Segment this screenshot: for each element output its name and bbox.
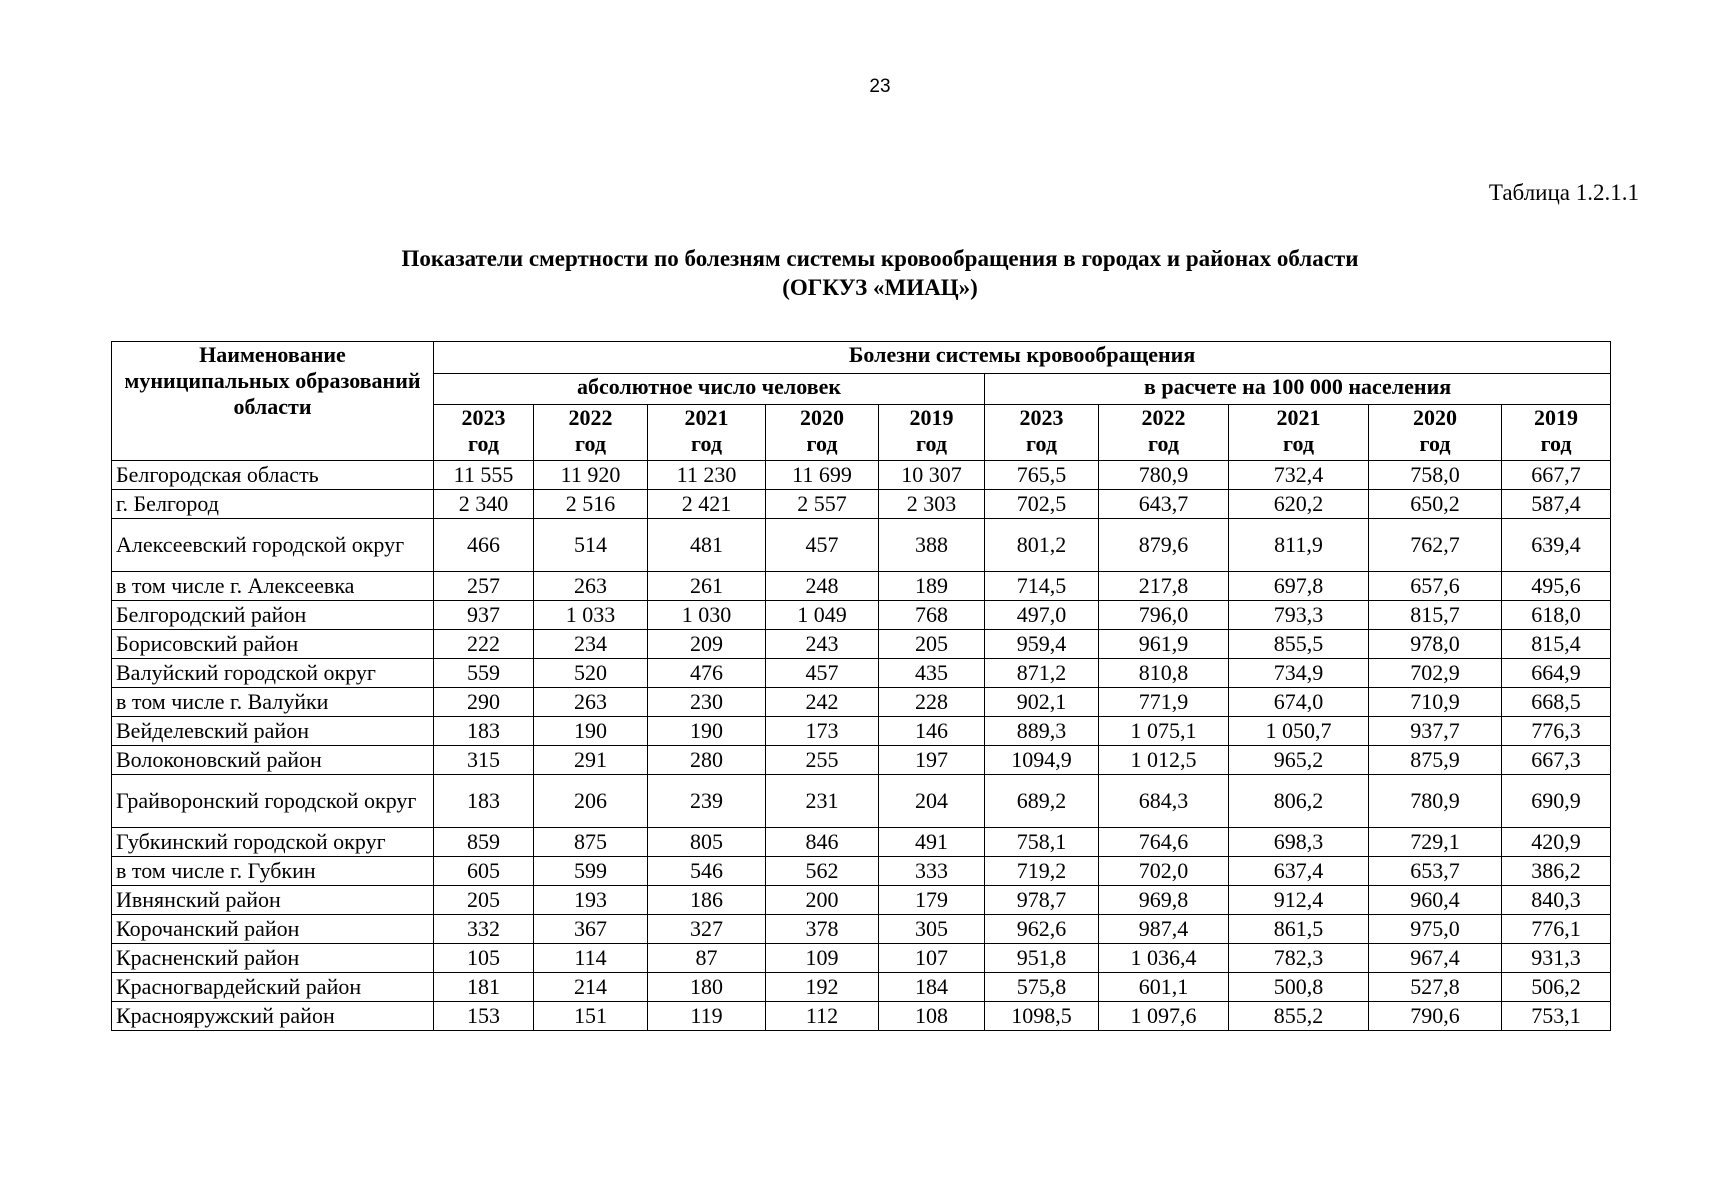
cell-abs-2021: 327 <box>648 915 766 944</box>
table-row <box>112 886 1611 915</box>
cell-abs-2021: 239 <box>648 775 766 828</box>
cell-rate-2021: 1 050,7 <box>1229 717 1369 746</box>
cell-abs-2019: 179 <box>879 886 985 915</box>
cell-abs-2021: 11 230 <box>648 461 766 490</box>
cell-abs-2020: 2 557 <box>766 490 879 519</box>
cell-rate-2019: 815,4 <box>1502 630 1611 659</box>
cell-abs-2023: 11 555 <box>434 461 534 490</box>
cell-rate-2023: 902,1 <box>985 688 1099 717</box>
municipality-name: Волоконовский район <box>112 746 434 775</box>
cell-abs-2019: 388 <box>879 519 985 572</box>
cell-rate-2020: 960,4 <box>1369 886 1502 915</box>
year-value: 2020 <box>1413 405 1457 430</box>
cell-rate-2019: 668,5 <box>1502 688 1611 717</box>
cell-abs-2022: 263 <box>534 572 648 601</box>
cell-abs-2020: 11 699 <box>766 461 879 490</box>
cell-rate-2021: 782,3 <box>1229 944 1369 973</box>
year-header-rate-2019 <box>1502 405 1611 461</box>
cell-rate-2020: 937,7 <box>1369 717 1502 746</box>
cell-rate-2021: 806,2 <box>1229 775 1369 828</box>
cell-rate-2021: 811,9 <box>1229 519 1369 572</box>
year-suffix: год <box>575 431 606 456</box>
year-value: 2019 <box>909 405 954 430</box>
year-suffix: год <box>916 431 947 456</box>
cell-abs-2021: 546 <box>648 857 766 886</box>
year-value: 2023 <box>1019 405 1064 430</box>
cell-rate-2023: 962,6 <box>985 915 1099 944</box>
cell-abs-2020: 192 <box>766 973 879 1002</box>
table-row <box>112 775 1611 828</box>
municipality-name: Белгородская область <box>112 461 434 490</box>
table-row <box>112 630 1611 659</box>
cell-abs-2022: 190 <box>534 717 648 746</box>
cell-abs-2022: 193 <box>534 886 648 915</box>
cell-rate-2022: 796,0 <box>1099 601 1229 630</box>
cell-abs-2022: 206 <box>534 775 648 828</box>
cell-abs-2020: 112 <box>766 1002 879 1031</box>
cell-rate-2020: 875,9 <box>1369 746 1502 775</box>
cell-rate-2023: 714,5 <box>985 572 1099 601</box>
year-value: 2021 <box>1276 405 1321 430</box>
cell-abs-2022: 599 <box>534 857 648 886</box>
cell-rate-2022: 1 097,6 <box>1099 1002 1229 1031</box>
cell-abs-2023: 257 <box>434 572 534 601</box>
cell-rate-2021: 620,2 <box>1229 490 1369 519</box>
column-group-circulatory-diseases: Болезни системы кровообращения <box>434 342 1611 374</box>
cell-rate-2022: 771,9 <box>1099 688 1229 717</box>
cell-rate-2019: 587,4 <box>1502 490 1611 519</box>
cell-rate-2023: 889,3 <box>985 717 1099 746</box>
cell-abs-2021: 481 <box>648 519 766 572</box>
cell-abs-2021: 209 <box>648 630 766 659</box>
cell-abs-2020: 457 <box>766 659 879 688</box>
cell-rate-2019: 753,1 <box>1502 1002 1611 1031</box>
year-header-abs-2021 <box>648 405 766 461</box>
cell-abs-2022: 263 <box>534 688 648 717</box>
cell-abs-2020: 457 <box>766 519 879 572</box>
municipality-name: Корочанский район <box>112 915 434 944</box>
cell-rate-2019: 639,4 <box>1502 519 1611 572</box>
cell-abs-2023: 105 <box>434 944 534 973</box>
table-row <box>112 746 1611 775</box>
cell-abs-2021: 180 <box>648 973 766 1002</box>
column-header-name: Наименование муниципальных образований области <box>112 342 434 461</box>
cell-rate-2023: 765,5 <box>985 461 1099 490</box>
cell-rate-2023: 758,1 <box>985 828 1099 857</box>
cell-rate-2019: 931,3 <box>1502 944 1611 973</box>
municipality-name: Ивнянский район <box>112 886 434 915</box>
cell-rate-2021: 500,8 <box>1229 973 1369 1002</box>
cell-abs-2022: 151 <box>534 1002 648 1031</box>
cell-rate-2022: 987,4 <box>1099 915 1229 944</box>
cell-rate-2019: 776,1 <box>1502 915 1611 944</box>
cell-rate-2019: 664,9 <box>1502 659 1611 688</box>
cell-abs-2020: 173 <box>766 717 879 746</box>
cell-abs-2022: 367 <box>534 915 648 944</box>
municipality-name: в том числе г. Губкин <box>112 857 434 886</box>
cell-rate-2019: 420,9 <box>1502 828 1611 857</box>
year-value: 2021 <box>684 405 729 430</box>
cell-abs-2019: 189 <box>879 572 985 601</box>
municipality-name: Красненский район <box>112 944 434 973</box>
cell-abs-2023: 181 <box>434 973 534 1002</box>
table-row <box>112 857 1611 886</box>
cell-abs-2022: 1 033 <box>534 601 648 630</box>
cell-abs-2019: 2 303 <box>879 490 985 519</box>
cell-rate-2022: 217,8 <box>1099 572 1229 601</box>
cell-abs-2023: 183 <box>434 775 534 828</box>
cell-rate-2019: 690,9 <box>1502 775 1611 828</box>
cell-abs-2020: 846 <box>766 828 879 857</box>
document-title <box>0 244 1709 302</box>
cell-rate-2023: 575,8 <box>985 973 1099 1002</box>
cell-rate-2021: 697,8 <box>1229 572 1369 601</box>
cell-abs-2021: 230 <box>648 688 766 717</box>
cell-rate-2022: 702,0 <box>1099 857 1229 886</box>
mortality-table <box>111 341 1611 1031</box>
year-suffix: год <box>1283 431 1314 456</box>
table-row <box>112 828 1611 857</box>
cell-rate-2020: 650,2 <box>1369 490 1502 519</box>
table-row <box>112 973 1611 1002</box>
cell-rate-2021: 912,4 <box>1229 886 1369 915</box>
cell-abs-2023: 859 <box>434 828 534 857</box>
cell-abs-2020: 243 <box>766 630 879 659</box>
year-suffix: год <box>468 431 499 456</box>
cell-abs-2022: 114 <box>534 944 648 973</box>
cell-abs-2021: 1 030 <box>648 601 766 630</box>
cell-abs-2023: 332 <box>434 915 534 944</box>
cell-rate-2023: 497,0 <box>985 601 1099 630</box>
cell-rate-2021: 698,3 <box>1229 828 1369 857</box>
cell-abs-2020: 248 <box>766 572 879 601</box>
cell-abs-2020: 109 <box>766 944 879 973</box>
municipality-name: Алексеевский городской округ <box>112 519 434 572</box>
cell-rate-2023: 689,2 <box>985 775 1099 828</box>
cell-rate-2020: 762,7 <box>1369 519 1502 572</box>
cell-rate-2021: 855,2 <box>1229 1002 1369 1031</box>
cell-rate-2022: 780,9 <box>1099 461 1229 490</box>
cell-abs-2019: 491 <box>879 828 985 857</box>
cell-rate-2022: 643,7 <box>1099 490 1229 519</box>
cell-abs-2023: 2 340 <box>434 490 534 519</box>
table-row <box>112 572 1611 601</box>
table-row <box>112 944 1611 973</box>
cell-abs-2019: 146 <box>879 717 985 746</box>
cell-abs-2023: 466 <box>434 519 534 572</box>
municipality-name: Белгородский район <box>112 601 434 630</box>
municipality-name: Красногвардейский район <box>112 973 434 1002</box>
cell-rate-2022: 1 075,1 <box>1099 717 1229 746</box>
cell-rate-2023: 801,2 <box>985 519 1099 572</box>
cell-rate-2022: 764,6 <box>1099 828 1229 857</box>
cell-abs-2020: 242 <box>766 688 879 717</box>
cell-rate-2022: 684,3 <box>1099 775 1229 828</box>
cell-rate-2022: 810,8 <box>1099 659 1229 688</box>
cell-abs-2019: 333 <box>879 857 985 886</box>
cell-rate-2020: 702,9 <box>1369 659 1502 688</box>
year-value: 2020 <box>800 405 844 430</box>
cell-abs-2021: 119 <box>648 1002 766 1031</box>
cell-abs-2021: 2 421 <box>648 490 766 519</box>
cell-abs-2021: 280 <box>648 746 766 775</box>
cell-rate-2019: 667,7 <box>1502 461 1611 490</box>
cell-abs-2022: 875 <box>534 828 648 857</box>
table-row <box>112 717 1611 746</box>
cell-rate-2023: 959,4 <box>985 630 1099 659</box>
year-suffix: год <box>1540 431 1572 456</box>
table-row <box>112 688 1611 717</box>
cell-rate-2020: 815,7 <box>1369 601 1502 630</box>
page-number: 23 <box>869 76 891 97</box>
cell-rate-2022: 879,6 <box>1099 519 1229 572</box>
cell-rate-2020: 657,6 <box>1369 572 1502 601</box>
cell-abs-2022: 514 <box>534 519 648 572</box>
cell-abs-2023: 559 <box>434 659 534 688</box>
cell-abs-2019: 204 <box>879 775 985 828</box>
cell-rate-2020: 967,4 <box>1369 944 1502 973</box>
table-row <box>112 519 1611 572</box>
cell-abs-2020: 231 <box>766 775 879 828</box>
cell-rate-2020: 653,7 <box>1369 857 1502 886</box>
cell-abs-2021: 190 <box>648 717 766 746</box>
table-label: Таблица 1.2.1.1 <box>1488 180 1639 205</box>
cell-abs-2020: 378 <box>766 915 879 944</box>
year-header-rate-2020 <box>1369 405 1502 461</box>
table-row <box>112 1002 1611 1031</box>
year-suffix: год <box>1148 431 1179 456</box>
cell-abs-2023: 153 <box>434 1002 534 1031</box>
year-header-rate-2023 <box>985 405 1099 461</box>
cell-rate-2023: 719,2 <box>985 857 1099 886</box>
cell-rate-2022: 961,9 <box>1099 630 1229 659</box>
year-suffix: год <box>691 431 722 456</box>
cell-abs-2021: 186 <box>648 886 766 915</box>
column-group-per-100000: в расчете на 100 000 населения <box>985 374 1611 405</box>
table-row <box>112 915 1611 944</box>
cell-abs-2019: 205 <box>879 630 985 659</box>
cell-rate-2023: 871,2 <box>985 659 1099 688</box>
cell-rate-2019: 386,2 <box>1502 857 1611 886</box>
municipality-name: Борисовский район <box>112 630 434 659</box>
cell-abs-2019: 10 307 <box>879 461 985 490</box>
cell-abs-2019: 305 <box>879 915 985 944</box>
cell-rate-2019: 667,3 <box>1502 746 1611 775</box>
year-header-abs-2020 <box>766 405 879 461</box>
cell-abs-2020: 1 049 <box>766 601 879 630</box>
cell-rate-2021: 861,5 <box>1229 915 1369 944</box>
cell-abs-2021: 261 <box>648 572 766 601</box>
table-row <box>112 461 1611 490</box>
cell-rate-2023: 1098,5 <box>985 1002 1099 1031</box>
cell-rate-2022: 1 036,4 <box>1099 944 1229 973</box>
cell-rate-2019: 618,0 <box>1502 601 1611 630</box>
table-header <box>112 342 1611 461</box>
cell-rate-2021: 674,0 <box>1229 688 1369 717</box>
municipality-name: г. Белгород <box>112 490 434 519</box>
municipality-name: Краснояружский район <box>112 1002 434 1031</box>
cell-abs-2019: 228 <box>879 688 985 717</box>
cell-rate-2020: 978,0 <box>1369 630 1502 659</box>
cell-rate-2020: 758,0 <box>1369 461 1502 490</box>
cell-abs-2023: 183 <box>434 717 534 746</box>
table-row <box>112 601 1611 630</box>
cell-rate-2022: 1 012,5 <box>1099 746 1229 775</box>
cell-abs-2023: 222 <box>434 630 534 659</box>
cell-rate-2021: 965,2 <box>1229 746 1369 775</box>
cell-abs-2022: 214 <box>534 973 648 1002</box>
cell-abs-2019: 184 <box>879 973 985 1002</box>
cell-rate-2022: 601,1 <box>1099 973 1229 1002</box>
municipality-name: Губкинский городской округ <box>112 828 434 857</box>
year-header-abs-2019 <box>879 405 985 461</box>
cell-rate-2023: 702,5 <box>985 490 1099 519</box>
cell-rate-2021: 855,5 <box>1229 630 1369 659</box>
cell-rate-2019: 776,3 <box>1502 717 1611 746</box>
cell-rate-2021: 734,9 <box>1229 659 1369 688</box>
cell-abs-2019: 197 <box>879 746 985 775</box>
cell-rate-2023: 1094,9 <box>985 746 1099 775</box>
year-header-abs-2023 <box>434 405 534 461</box>
cell-abs-2020: 562 <box>766 857 879 886</box>
cell-abs-2019: 108 <box>879 1002 985 1031</box>
cell-abs-2020: 200 <box>766 886 879 915</box>
cell-rate-2020: 710,9 <box>1369 688 1502 717</box>
year-value: 2022 <box>568 405 613 430</box>
cell-abs-2022: 11 920 <box>534 461 648 490</box>
cell-abs-2023: 315 <box>434 746 534 775</box>
table-row <box>112 659 1611 688</box>
cell-rate-2020: 527,8 <box>1369 973 1502 1002</box>
cell-abs-2023: 937 <box>434 601 534 630</box>
cell-abs-2022: 234 <box>534 630 648 659</box>
municipality-name: Грайворонский городской округ <box>112 775 434 828</box>
year-suffix: год <box>806 431 838 456</box>
cell-rate-2019: 840,3 <box>1502 886 1611 915</box>
year-header-rate-2021 <box>1229 405 1369 461</box>
cell-abs-2019: 768 <box>879 601 985 630</box>
cell-rate-2023: 951,8 <box>985 944 1099 973</box>
cell-rate-2021: 732,4 <box>1229 461 1369 490</box>
cell-rate-2019: 495,6 <box>1502 572 1611 601</box>
cell-rate-2023: 978,7 <box>985 886 1099 915</box>
year-value: 2019 <box>1534 405 1579 430</box>
cell-abs-2021: 87 <box>648 944 766 973</box>
year-value: 2023 <box>461 405 506 430</box>
year-suffix: год <box>1419 431 1451 456</box>
cell-abs-2021: 476 <box>648 659 766 688</box>
cell-rate-2020: 975,0 <box>1369 915 1502 944</box>
cell-abs-2022: 291 <box>534 746 648 775</box>
cell-abs-2019: 435 <box>879 659 985 688</box>
cell-abs-2023: 205 <box>434 886 534 915</box>
table-body <box>112 461 1611 1031</box>
municipality-name: в том числе г. Валуйки <box>112 688 434 717</box>
year-value: 2022 <box>1141 405 1186 430</box>
title-line-1: Показатели смертности по болезням системы кровообращения в городах и районах области <box>401 246 1359 271</box>
cell-abs-2019: 107 <box>879 944 985 973</box>
cell-abs-2023: 290 <box>434 688 534 717</box>
cell-rate-2021: 793,3 <box>1229 601 1369 630</box>
cell-rate-2021: 637,4 <box>1229 857 1369 886</box>
year-suffix: год <box>1026 431 1057 456</box>
cell-abs-2020: 255 <box>766 746 879 775</box>
cell-rate-2020: 729,1 <box>1369 828 1502 857</box>
cell-rate-2022: 969,8 <box>1099 886 1229 915</box>
cell-rate-2020: 790,6 <box>1369 1002 1502 1031</box>
cell-abs-2022: 2 516 <box>534 490 648 519</box>
municipality-name: в том числе г. Алексеевка <box>112 572 434 601</box>
column-group-absolute: абсолютное число человек <box>434 374 985 405</box>
title-line-2: (ОГКУЗ «МИАЦ») <box>782 275 978 300</box>
cell-abs-2021: 805 <box>648 828 766 857</box>
table-row <box>112 490 1611 519</box>
cell-rate-2020: 780,9 <box>1369 775 1502 828</box>
municipality-name: Валуйский городской округ <box>112 659 434 688</box>
year-header-abs-2022 <box>534 405 648 461</box>
cell-rate-2019: 506,2 <box>1502 973 1611 1002</box>
year-header-rate-2022 <box>1099 405 1229 461</box>
cell-abs-2022: 520 <box>534 659 648 688</box>
cell-abs-2023: 605 <box>434 857 534 886</box>
municipality-name: Вейделевский район <box>112 717 434 746</box>
